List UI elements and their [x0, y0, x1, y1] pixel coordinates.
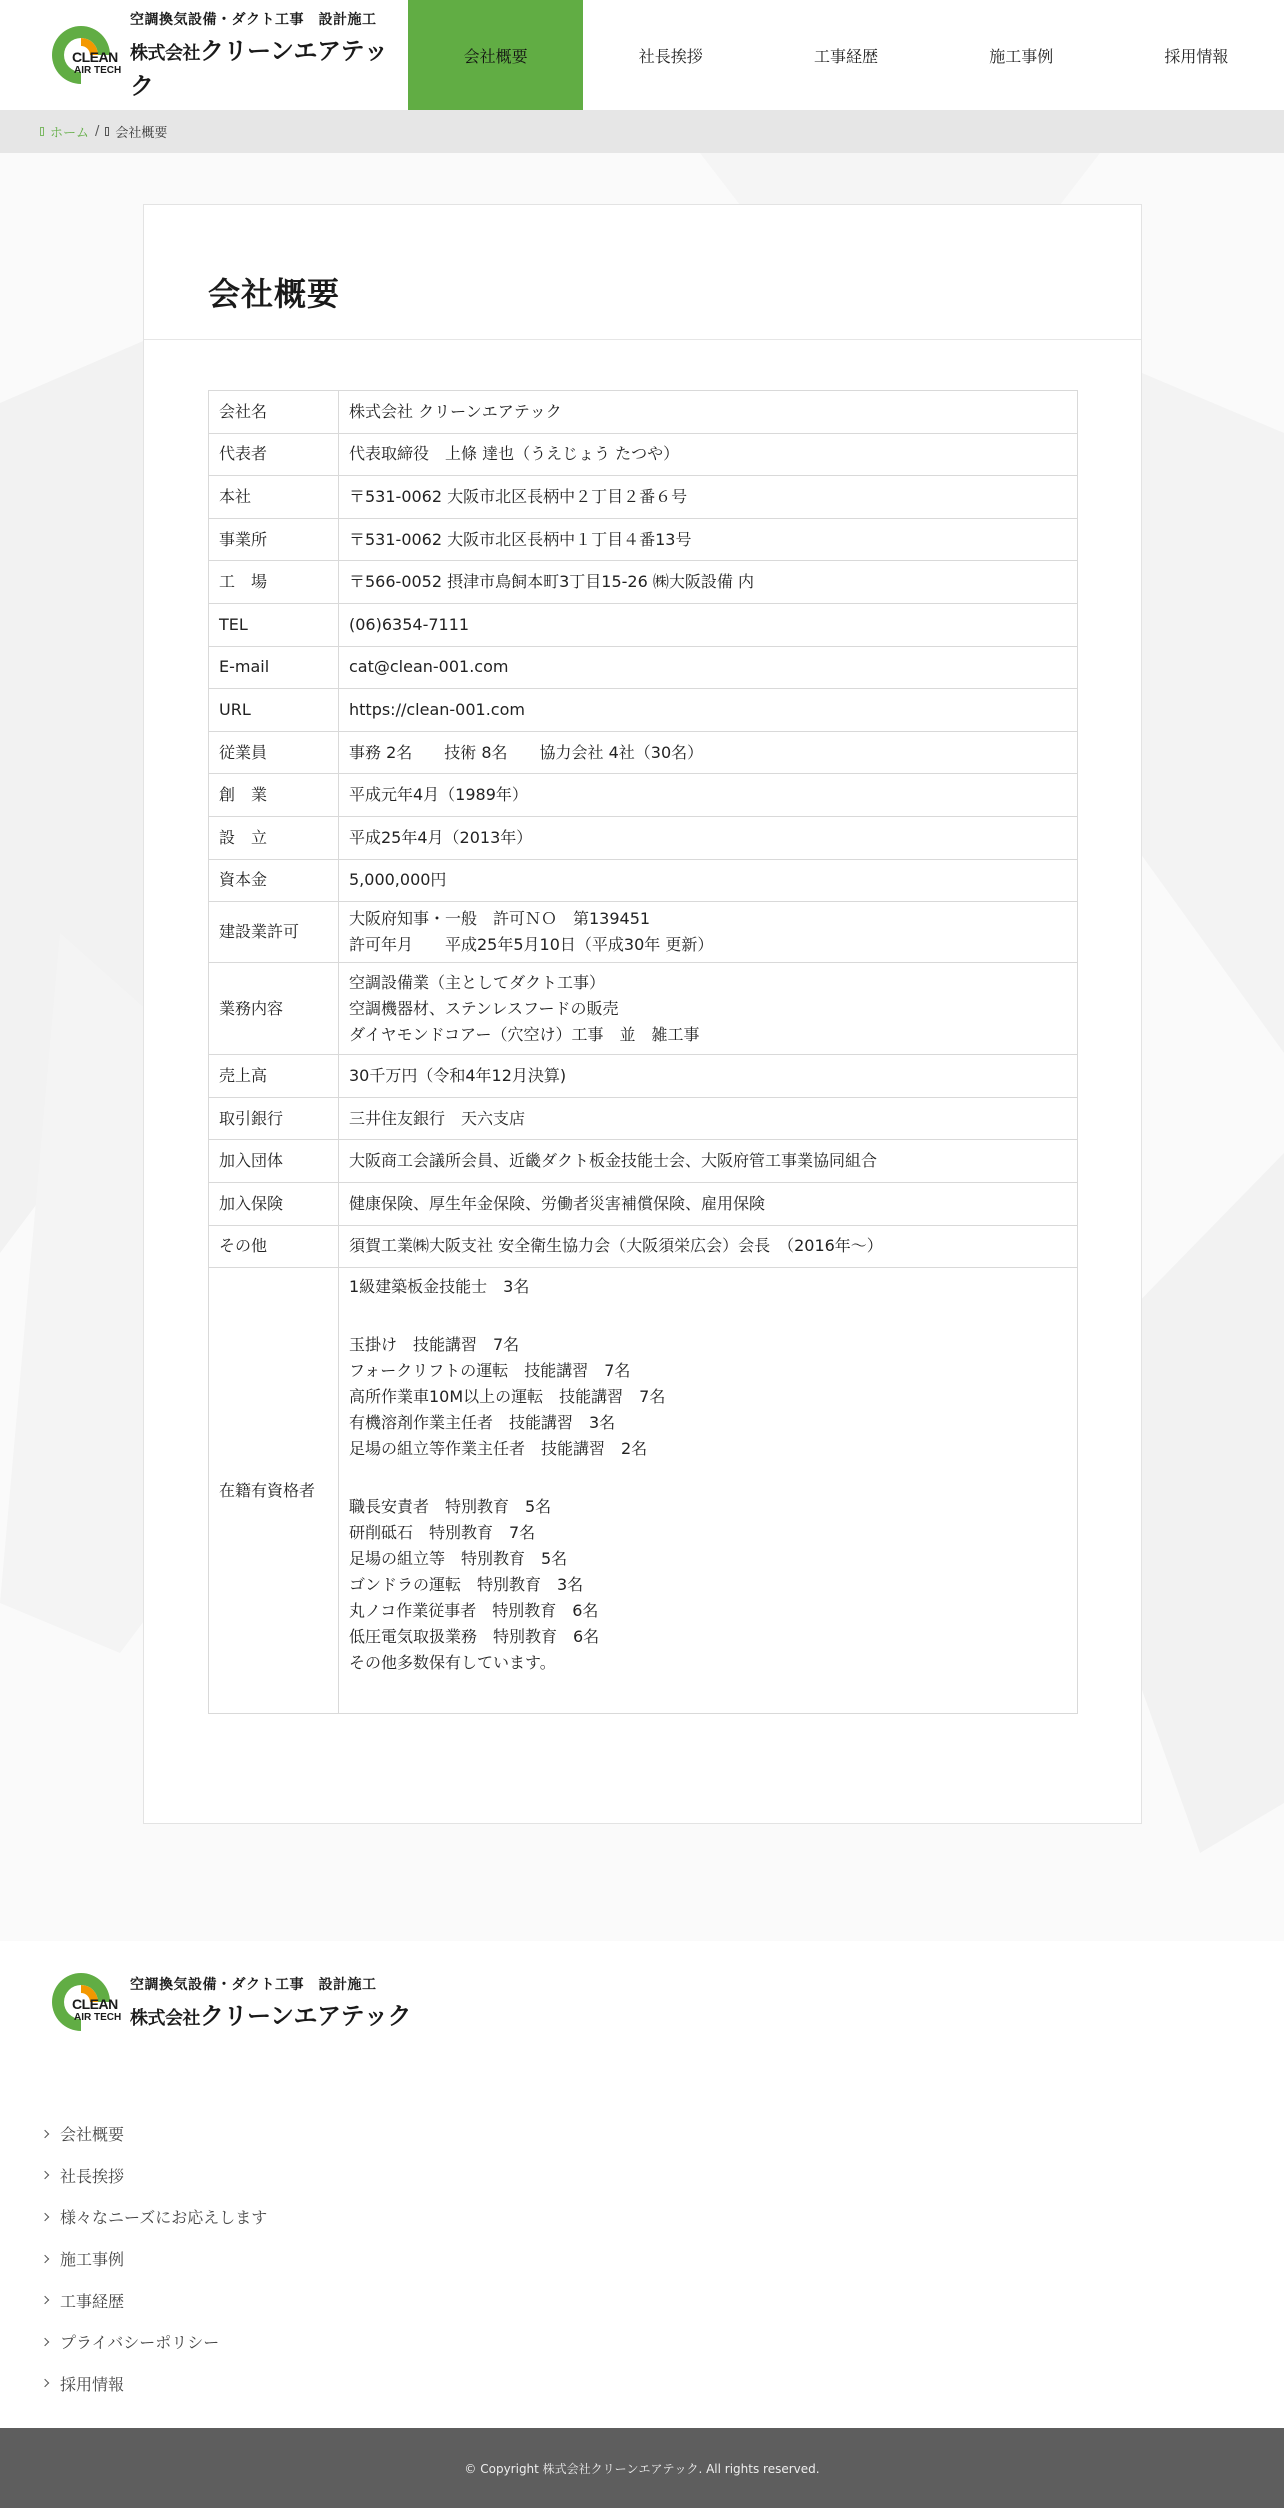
- footer-logo-name-prefix: 株式会社: [130, 2007, 200, 2029]
- row-label: 加入保険: [209, 1182, 339, 1225]
- row-value-line: 30千万円（令和4年12月決算): [349, 1065, 567, 1085]
- row-value: [339, 816, 1078, 859]
- row-value: [339, 1097, 1078, 1140]
- nav-item-recruit[interactable]: 採用情報: [1164, 46, 1229, 66]
- footer-logo-mark-text: CLEAN: [72, 1996, 118, 2012]
- breadcrumb-current: [105, 122, 167, 141]
- table-row: [209, 603, 1078, 646]
- chevron-right-icon: [41, 2254, 49, 2262]
- table-row: [209, 816, 1078, 859]
- company-info-table: [208, 390, 1078, 1714]
- table-row: [209, 1097, 1078, 1140]
- logo-company-name: [130, 31, 408, 101]
- table-row: [209, 1225, 1078, 1268]
- row-label: 事業所: [209, 518, 339, 561]
- footer-link-label: 施工事例: [60, 2250, 125, 2270]
- nav-item-history[interactable]: 工事経歴: [814, 46, 879, 66]
- row-value: [339, 731, 1078, 774]
- table-row: [209, 476, 1078, 519]
- row-value-line: 許可年月 平成25年5月10日（平成30年 更新）: [349, 935, 714, 955]
- row-value-line: cat@clean-001.com: [349, 657, 509, 677]
- row-label: URL: [209, 689, 339, 732]
- company-profile-card: [143, 204, 1142, 1824]
- table-row: [209, 433, 1078, 476]
- global-nav: [408, 0, 1284, 110]
- qualification-item: 足場の組立等 特別教育 5名: [349, 1549, 568, 1569]
- page-title: 会社概要: [208, 275, 341, 313]
- row-value: [339, 433, 1078, 476]
- site-header: [0, 0, 1284, 110]
- row-label: 会社名: [209, 391, 339, 434]
- row-value-line: 代表取締役 上條 達也（うえじょう たつや）: [349, 444, 680, 464]
- row-value-line: 〒566-0052 摂津市鳥飼本町3丁目15-26 ㈱大阪設備 内: [349, 572, 754, 592]
- row-label: 建設業許可: [209, 902, 339, 963]
- qualification-group: [349, 1332, 1067, 1462]
- table-row: [209, 689, 1078, 732]
- table-row: [209, 1182, 1078, 1225]
- footer-link-works[interactable]: [40, 2238, 267, 2280]
- row-label: 代表者: [209, 433, 339, 476]
- footer-logo-tagline: 空調換気設備・ダクト工事 設計施工: [130, 1976, 377, 1993]
- table-row: [209, 1055, 1078, 1098]
- row-label: 創 業: [209, 774, 339, 817]
- row-value-line: 〒531-0062 大阪市北区長柄中２丁目２番６号: [349, 486, 688, 506]
- row-value: [339, 646, 1078, 689]
- qualifications-list: [339, 1268, 1078, 1714]
- row-value: [339, 391, 1078, 434]
- row-value: [339, 1055, 1078, 1098]
- footer-link-privacy[interactable]: [40, 2321, 267, 2363]
- table-row: [209, 646, 1078, 689]
- copyright-text: © Copyright 株式会社クリーンエアテック. All rights reserved.: [464, 2461, 820, 2476]
- home-icon: [40, 127, 44, 136]
- table-row-qualifications: [209, 1268, 1078, 1714]
- site-logo[interactable]: [0, 0, 408, 110]
- footer-link-history[interactable]: [40, 2279, 267, 2321]
- row-value: [339, 689, 1078, 732]
- row-label: E-mail: [209, 646, 339, 689]
- chevron-right-icon: [41, 2338, 49, 2346]
- row-value: [339, 963, 1078, 1055]
- qualification-group: [349, 1494, 1067, 1676]
- breadcrumb: [0, 110, 1284, 153]
- row-value-line: 大阪商工会議所会員、近畿ダクト板金技能士会、大阪府管工事業協同組合: [349, 1151, 878, 1171]
- row-value-line: 平成元年4月（1989年）: [349, 785, 528, 805]
- qualification-item: 有機溶剤作業主任者 技能講習 3名: [349, 1413, 616, 1433]
- table-row: [209, 1140, 1078, 1183]
- row-label: 売上高: [209, 1055, 339, 1098]
- row-value: [339, 774, 1078, 817]
- row-label: 設 立: [209, 816, 339, 859]
- row-value: [339, 1225, 1078, 1268]
- chevron-right-icon: [41, 2130, 49, 2138]
- logo-mark-subtext: AIR TECH: [74, 65, 122, 76]
- row-value-line: 株式会社 クリーンエアテック: [349, 401, 562, 421]
- table-row: [209, 902, 1078, 963]
- row-label: 本社: [209, 476, 339, 519]
- row-value-line: (06)6354-7111: [349, 614, 470, 634]
- breadcrumb-home-label: ホーム: [50, 126, 90, 141]
- row-value-line: ダイヤモンドコアー（穴空け）工事 並 雑工事: [349, 1024, 700, 1044]
- row-value: [339, 859, 1078, 902]
- footer-link-label: 工事経歴: [60, 2291, 125, 2311]
- table-row: [209, 731, 1078, 774]
- chevron-right-icon: [41, 2296, 49, 2304]
- footer-nav: [40, 2113, 267, 2404]
- footer-link-company[interactable]: [40, 2113, 267, 2155]
- logo-mark-icon: [50, 24, 126, 86]
- card-header: [144, 205, 1141, 340]
- row-value-line: 5,000,000円: [349, 870, 447, 890]
- chevron-right-icon: [41, 2213, 49, 2221]
- footer-link-needs[interactable]: [40, 2196, 267, 2238]
- row-value: [339, 518, 1078, 561]
- site-footer: [0, 1941, 1284, 2428]
- breadcrumb-home-link[interactable]: [40, 122, 89, 141]
- qualification-item: ゴンドラの運転 特別教育 3名: [349, 1575, 584, 1595]
- qualification-item: その他多数保有しています。: [349, 1653, 556, 1673]
- footer-link-recruit[interactable]: [40, 2363, 267, 2405]
- row-value-line: 事務 2名 技術 8名 協力会社 4社（30名）: [349, 742, 704, 762]
- row-label: 加入団体: [209, 1140, 339, 1183]
- table-row: [209, 391, 1078, 434]
- row-value-line: 大阪府知事・一般 許可ＮＯ 第139451: [349, 909, 651, 929]
- row-value-line: 空調機器材、ステンレスフードの販売: [349, 998, 619, 1018]
- qualification-item: 研削砥石 特別教育 7名: [349, 1523, 536, 1543]
- row-value: [339, 561, 1078, 604]
- row-label: 従業員: [209, 731, 339, 774]
- row-value-line: 〒531-0062 大阪市北区長柄中１丁目４番13号: [349, 529, 692, 549]
- qualification-group: [349, 1274, 1067, 1300]
- logo-tagline: 空調換気設備・ダクト工事 設計施工: [130, 12, 377, 28]
- footer-logo-mark-icon: [50, 1971, 126, 2033]
- row-value-line: 須賀工業㈱大阪支社 安全衛生協力会（大阪須栄広会）会長 （2016年～）: [349, 1236, 883, 1256]
- row-label: 資本金: [209, 859, 339, 902]
- qualification-item: 足場の組立等作業主任者 技能講習 2名: [349, 1439, 648, 1459]
- page-icon: [105, 127, 109, 136]
- copyright-bar: [0, 2428, 1284, 2508]
- footer-link-greeting[interactable]: [40, 2155, 267, 2197]
- logo-mark-text: CLEAN: [72, 49, 118, 65]
- nav-item-greeting[interactable]: 社長挨拶: [638, 46, 703, 66]
- chevron-right-icon: [41, 2171, 49, 2179]
- row-label: 在籍有資格者: [209, 1268, 339, 1714]
- table-row: [209, 518, 1078, 561]
- row-label: 業務内容: [209, 963, 339, 1055]
- row-value: [339, 1182, 1078, 1225]
- row-value: [339, 902, 1078, 963]
- row-value-line: https://clean-001.com: [349, 699, 525, 719]
- qualification-item: 職長安責者 特別教育 5名: [349, 1497, 552, 1517]
- breadcrumb-separator: /: [95, 124, 100, 139]
- qualification-item: 1級建築板金技能士 3名: [349, 1277, 530, 1297]
- breadcrumb-current-label: 会社概要: [115, 126, 168, 141]
- qualification-item: 高所作業車10M以上の運転 技能講習 7名: [349, 1387, 666, 1407]
- footer-logo[interactable]: [50, 1971, 411, 2033]
- row-label: 取引銀行: [209, 1097, 339, 1140]
- chevron-right-icon: [41, 2379, 49, 2387]
- footer-logo-name-main: クリーンエアテック: [200, 2001, 412, 2030]
- row-value-line: 三井住友銀行 天六支店: [349, 1108, 526, 1128]
- table-row: [209, 561, 1078, 604]
- footer-logo-mark-subtext: AIR TECH: [74, 2012, 122, 2023]
- nav-item-works[interactable]: 施工事例: [989, 46, 1054, 66]
- logo-name-main: クリーンエアテック: [130, 37, 388, 100]
- footer-logo-company-name: [130, 1996, 411, 2031]
- row-value-line: 平成25年4月（2013年）: [349, 827, 533, 847]
- table-row: [209, 859, 1078, 902]
- row-value: [339, 1140, 1078, 1183]
- footer-link-label: プライバシーポリシー: [60, 2333, 220, 2353]
- qualification-item: 丸ノコ作業従事者 特別教育 6名: [349, 1601, 599, 1621]
- footer-link-label: 会社概要: [60, 2125, 125, 2145]
- qualification-item: フォークリフトの運転 技能講習 7名: [349, 1361, 631, 1381]
- qualification-item: 玉掛け 技能講習 7名: [349, 1335, 520, 1355]
- footer-link-label: 社長挨拶: [60, 2166, 125, 2186]
- row-value-line: 健康保険、厚生年金保険、労働者災害補償保険、雇用保険: [349, 1193, 766, 1213]
- footer-link-label: 様々なニーズにお応えします: [60, 2208, 268, 2228]
- nav-item-company[interactable]: 会社概要: [408, 0, 583, 110]
- row-label: TEL: [209, 603, 339, 646]
- row-value-line: 空調設備業（主としてダクト工事）: [349, 972, 606, 992]
- row-value: [339, 603, 1078, 646]
- main-content: [0, 153, 1284, 1941]
- row-label: 工 場: [209, 561, 339, 604]
- row-label: その他: [209, 1225, 339, 1268]
- logo-name-prefix: 株式会社: [130, 43, 200, 64]
- table-row: [209, 774, 1078, 817]
- row-value: [339, 476, 1078, 519]
- footer-link-label: 採用情報: [60, 2374, 125, 2394]
- qualification-item: 低圧電気取扱業務 特別教育 6名: [349, 1627, 600, 1647]
- table-row: [209, 963, 1078, 1055]
